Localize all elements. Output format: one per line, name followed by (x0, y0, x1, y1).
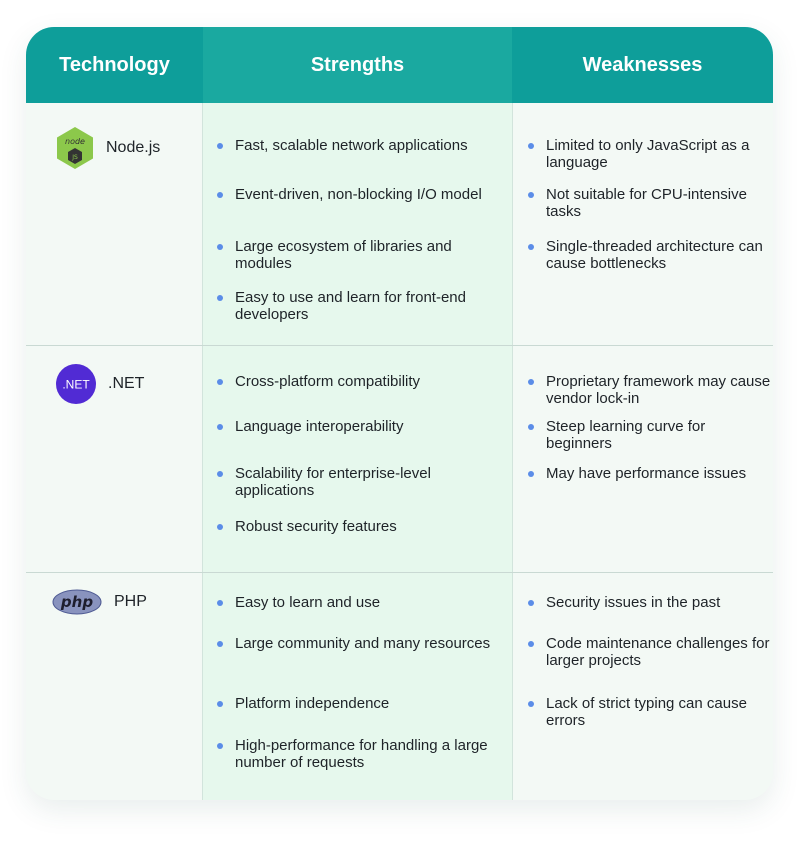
svg-text:JS: JS (72, 154, 78, 161)
list-item: Lack of strict typing can cause errors (526, 695, 771, 729)
list-item: Scalability for enterprise-level applications (215, 465, 507, 499)
table-row-nodejs (26, 103, 773, 345)
list-item: Security issues in the past (526, 594, 720, 611)
dotnet-icon (56, 364, 96, 404)
list-item: Fast, scalable network applications (215, 137, 468, 154)
header-weaknesses: Weaknesses (582, 53, 703, 76)
list-item: Language interoperability (215, 418, 403, 435)
list-item: Not suitable for CPU-intensive tasks (526, 186, 771, 220)
tech-cell-php (52, 589, 147, 615)
header-technology: Technology (59, 53, 170, 76)
table-row-php (26, 573, 773, 800)
list-item: Robust security features (215, 518, 397, 535)
list-item: Easy to learn and use (215, 594, 380, 611)
list-item: Limited to only JavaScript as a language (526, 137, 771, 171)
list-item: Cross-platform compatibility (215, 373, 420, 390)
list-item: Code maintenance challenges for larger projects (526, 635, 771, 669)
tech-cell-nodejs (56, 127, 160, 169)
nodejs-icon (56, 127, 94, 169)
tech-name: PHP (114, 593, 147, 610)
tech-cell-dotnet (56, 364, 144, 404)
tech-name: .NET (108, 375, 145, 392)
list-item: Event-driven, non-blocking I/O model (215, 186, 482, 203)
list-item: Platform independence (215, 695, 389, 712)
list-item: Large community and many resources (215, 635, 490, 652)
table-row-dotnet (26, 346, 773, 572)
list-item: Large ecosystem of libraries and modules (215, 238, 507, 272)
svg-text:node: node (65, 137, 85, 146)
list-item: Steep learning curve for beginners (526, 418, 771, 452)
header-strengths: Strengths (203, 27, 512, 103)
list-item: Easy to use and learn for front-end developers (215, 289, 507, 323)
comparison-table (26, 27, 773, 800)
list-item: Proprietary framework may cause vendor lock-in (526, 373, 771, 407)
svg-text:php: php (60, 593, 94, 611)
list-item: Single-threaded architecture can cause bottlenecks (526, 238, 771, 272)
svg-text:.NET: .NET (62, 377, 90, 392)
table-header (26, 27, 773, 103)
list-item: High-performance for handling a large number of requests (215, 737, 507, 771)
list-item: May have performance issues (526, 465, 746, 482)
php-icon (52, 589, 102, 615)
tech-name: Node.js (106, 139, 161, 156)
